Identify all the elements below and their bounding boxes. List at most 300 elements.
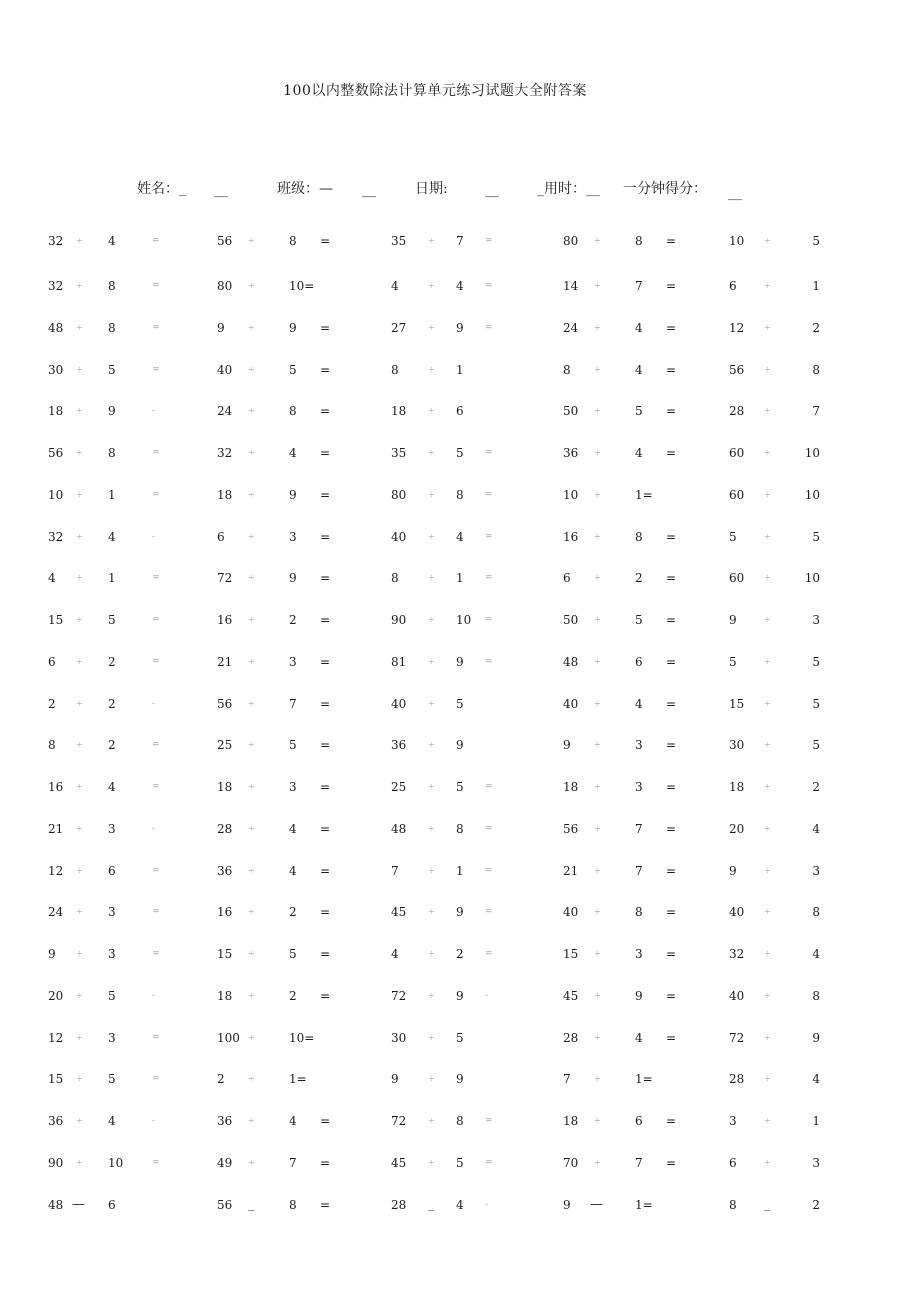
problem-divisor: 4 [635, 446, 643, 460]
problem-operator: ÷ [428, 364, 435, 374]
problem-operator: ÷ [248, 865, 255, 875]
problem-equals: = [666, 905, 677, 920]
problem-dividend: 56 [217, 234, 233, 248]
problem-divisor: 3 [812, 1155, 820, 1170]
problem-equals: = [152, 489, 160, 500]
name-label: 姓名：_ [137, 181, 186, 197]
problem-equals: = [666, 571, 677, 586]
problem-divisor: 4 [456, 279, 464, 293]
problem-divisor: 8 [812, 905, 820, 920]
problem-dividend: 6 [48, 654, 56, 669]
problem-divisor: 4 [812, 821, 820, 836]
problem-operator: ÷ [248, 949, 255, 958]
problem-dividend: 28 [729, 1072, 745, 1087]
problem-divisor: 5 [289, 947, 297, 961]
problem-equals: = [666, 821, 677, 836]
problem-equals: = [666, 234, 677, 248]
problem-divisor: 5 [456, 696, 464, 711]
problem-dividend: 21 [48, 821, 64, 836]
problem-equals: = [320, 1155, 331, 1170]
problem-operator: ÷ [594, 1032, 601, 1042]
problem-divisor: 1= [635, 487, 653, 502]
problem-equals: - [485, 1199, 489, 1210]
problem-operator: ÷ [428, 990, 435, 1000]
problem-dividend: 30 [729, 738, 745, 753]
problem-divisor: 5 [812, 234, 820, 248]
problem-dividend: 24 [217, 404, 233, 419]
problem-divisor: 7 [635, 863, 643, 878]
problem-equals: = [485, 615, 493, 625]
problem-equals: = [320, 362, 331, 377]
problem-divisor: 3 [635, 738, 643, 753]
problem-dividend: 36 [563, 446, 579, 460]
problem-dividend: 16 [217, 613, 233, 627]
problem-divisor: 5 [108, 613, 116, 627]
problem-equals: = [485, 782, 493, 792]
problem-equals: = [320, 947, 331, 961]
problem-divisor: 5 [635, 404, 643, 419]
problem-dividend: 32 [48, 529, 64, 544]
problem-dividend: 18 [729, 780, 745, 794]
problem-equals: = [320, 487, 331, 502]
problem-dividend: 8 [563, 362, 571, 377]
problem-dividend: 9 [563, 1197, 571, 1212]
problem-divisor: 1= [289, 1072, 307, 1087]
problem-divisor: 4 [812, 947, 820, 961]
problem-operator: ÷ [428, 615, 435, 624]
problem-equals: = [152, 236, 160, 246]
problem-operator: ÷ [764, 322, 771, 332]
problem-dividend: 81 [391, 654, 407, 669]
problem-equals: = [485, 1157, 493, 1168]
problem-divisor: 3 [812, 613, 820, 627]
problem-equals: - [152, 698, 156, 709]
problem-operator: ÷ [764, 1157, 771, 1167]
problem-divisor: 4 [635, 696, 643, 711]
problem-divisor: 9 [289, 571, 297, 586]
problem-equals: = [152, 865, 160, 876]
problem-operator: ÷ [764, 740, 771, 750]
problem-dividend: 15 [217, 947, 233, 961]
problem-operator: ÷ [248, 364, 255, 374]
problem-divisor: 8 [635, 905, 643, 920]
problem-equals: = [152, 364, 160, 375]
problem-dividend: 56 [217, 1197, 233, 1212]
problem-equals: = [152, 573, 160, 584]
problem-divisor: 5 [456, 1030, 464, 1045]
problem-dividend: 9 [729, 613, 737, 627]
problem-operator: ÷ [248, 740, 255, 750]
problem-divisor: 4 [289, 821, 297, 836]
problem-dividend: 4 [391, 279, 399, 293]
problem-equals: = [666, 613, 677, 627]
problem-equals: = [152, 1032, 160, 1043]
score-blank[interactable]: __ [728, 185, 742, 201]
problem-operator: ÷ [248, 1074, 255, 1084]
problem-operator: ÷ [76, 823, 83, 833]
problem-divisor: 10 [804, 487, 820, 502]
problem-divisor: 8 [108, 279, 116, 293]
problem-equals: = [320, 234, 331, 248]
problem-operator: ÷ [428, 865, 435, 875]
problem-operator: ÷ [764, 236, 771, 245]
problem-divisor: 9 [456, 988, 464, 1003]
problem-equals: = [320, 738, 331, 753]
problem-equals: = [485, 322, 493, 333]
problem-operator: — [72, 1196, 85, 1212]
class-label: 班级：— [277, 181, 333, 197]
problem-divisor: 1 [456, 863, 464, 878]
problem-operator: ÷ [76, 656, 83, 666]
problem-dividend: 56 [563, 821, 579, 836]
problem-dividend: 18 [217, 988, 233, 1003]
problem-divisor: 9 [456, 905, 464, 920]
problem-divisor: 6 [108, 863, 116, 878]
problem-divisor: 5 [108, 988, 116, 1003]
problem-divisor: 3 [289, 780, 297, 794]
problem-divisor: 5 [108, 1072, 116, 1087]
problem-operator: ÷ [594, 782, 601, 791]
problem-operator: ÷ [76, 1157, 83, 1167]
problem-dividend: 16 [563, 529, 579, 544]
problem-dividend: 72 [729, 1030, 745, 1045]
problem-dividend: 12 [48, 863, 64, 878]
problem-dividend: 35 [391, 234, 407, 248]
problem-equals: = [485, 489, 493, 500]
problem-dividend: 18 [391, 404, 407, 419]
problem-dividend: 40 [729, 905, 745, 920]
problem-operator: ÷ [594, 740, 601, 750]
problem-dividend: 18 [563, 1114, 579, 1128]
problem-divisor: 5 [812, 654, 820, 669]
problem-operator: ÷ [594, 448, 601, 457]
problem-dividend: 20 [48, 988, 64, 1003]
problem-dividend: 48 [48, 320, 64, 335]
problem-dividend: 45 [391, 1155, 407, 1170]
problem-divisor: 2 [108, 696, 116, 711]
problem-equals: = [666, 320, 677, 335]
problem-divisor: 3 [108, 1030, 116, 1045]
problem-operator: ÷ [428, 907, 435, 917]
problem-dividend: 28 [729, 404, 745, 419]
problem-dividend: 15 [563, 947, 579, 961]
problem-dividend: 9 [217, 320, 225, 335]
problem-equals: = [485, 823, 493, 834]
problem-equals: - [485, 990, 489, 1001]
problem-dividend: 24 [563, 320, 579, 335]
problem-equals: = [320, 696, 331, 711]
problem-equals: = [666, 1114, 677, 1128]
problem-equals: = [320, 780, 331, 794]
problem-equals: = [666, 988, 677, 1003]
problem-divisor: 4 [456, 529, 464, 544]
problem-operator: ÷ [428, 782, 435, 791]
problem-dividend: 3 [729, 1114, 737, 1128]
problem-dividend: 16 [217, 905, 233, 920]
problem-operator: ÷ [764, 656, 771, 666]
problem-operator: ÷ [76, 448, 83, 457]
problem-dividend: 15 [729, 696, 745, 711]
problem-divisor: 4 [108, 234, 116, 248]
problem-divisor: 4 [108, 1114, 116, 1128]
problem-equals: - [152, 990, 156, 1001]
problem-equals: = [666, 863, 677, 878]
problem-operator: — [590, 1196, 603, 1212]
problem-equals: = [152, 907, 160, 918]
problem-dividend: 36 [217, 1114, 233, 1128]
problem-operator: ÷ [594, 1116, 601, 1125]
problem-operator: ÷ [764, 698, 771, 708]
problem-dividend: 28 [217, 821, 233, 836]
problem-operator: ÷ [764, 823, 771, 833]
problem-dividend: 10 [729, 234, 745, 248]
problem-dividend: 72 [391, 988, 407, 1003]
problem-operator: ÷ [76, 1032, 83, 1042]
problem-operator: ÷ [428, 531, 435, 541]
problem-operator: ÷ [594, 1157, 601, 1167]
problem-operator: ÷ [764, 990, 771, 1000]
problem-dividend: 70 [563, 1155, 579, 1170]
problem-divisor: 10= [289, 1030, 315, 1045]
problem-dividend: 48 [391, 821, 407, 836]
problem-divisor: 8 [289, 234, 297, 248]
problem-divisor: 7 [812, 404, 820, 419]
problem-divisor: 4 [635, 320, 643, 335]
problem-operator: ÷ [428, 406, 435, 416]
problem-dividend: 15 [48, 1072, 64, 1087]
problem-operator: ÷ [76, 740, 83, 750]
date-blank[interactable]: __ [485, 182, 499, 198]
problem-divisor: 2 [289, 988, 297, 1003]
problem-operator: ÷ [248, 489, 255, 499]
problem-divisor: 2 [108, 654, 116, 669]
problem-equals: = [666, 1030, 677, 1045]
problem-operator: ÷ [248, 1157, 255, 1167]
problem-equals: = [320, 1197, 331, 1212]
problem-divisor: 1 [456, 571, 464, 586]
problem-divisor: 1 [456, 362, 464, 377]
problem-dividend: 18 [563, 780, 579, 794]
problem-equals: - [152, 406, 156, 417]
problem-dividend: 2 [48, 696, 56, 711]
problem-dividend: 60 [729, 446, 745, 460]
problem-equals: = [152, 656, 160, 667]
problem-dividend: 6 [217, 529, 225, 544]
problem-divisor: 5 [108, 362, 116, 377]
problem-divisor: 9 [456, 320, 464, 335]
problem-operator: ÷ [428, 823, 435, 833]
problem-operator: ÷ [764, 949, 771, 958]
problem-divisor: 5 [812, 529, 820, 544]
problem-operator: ÷ [594, 949, 601, 958]
problem-divisor: 9 [456, 1072, 464, 1087]
problem-dividend: 9 [563, 738, 571, 753]
problem-divisor: 4 [635, 362, 643, 377]
problem-dividend: 18 [48, 404, 64, 419]
problem-dividend: 2 [217, 1072, 225, 1087]
problem-dividend: 12 [729, 320, 745, 335]
problem-equals: = [666, 362, 677, 377]
problem-dividend: 8 [48, 738, 56, 753]
problem-divisor: 3 [635, 947, 643, 961]
problem-equals: = [152, 1157, 160, 1168]
problem-divisor: 4 [289, 1114, 297, 1128]
problem-dividend: 8 [391, 362, 399, 377]
problem-divisor: 10 [804, 446, 820, 460]
problem-divisor: 7 [289, 1155, 297, 1170]
problem-operator: ÷ [428, 281, 435, 290]
problem-operator: ÷ [594, 406, 601, 416]
problem-divisor: 5 [289, 362, 297, 377]
problem-operator: ÷ [594, 865, 601, 875]
problem-divisor: 6 [108, 1197, 116, 1212]
problem-equals: = [666, 780, 677, 794]
problem-operator: _ [764, 1196, 771, 1212]
problem-equals: = [485, 865, 493, 876]
name-blank[interactable]: __ [214, 182, 228, 198]
problem-divisor: 8 [289, 1197, 297, 1212]
problem-dividend: 9 [48, 947, 56, 961]
problem-operator: ÷ [428, 1074, 435, 1084]
problem-equals: = [666, 738, 677, 753]
problem-equals: = [485, 236, 493, 246]
problem-divisor: 2 [812, 1197, 820, 1212]
problem-equals: = [320, 1114, 331, 1128]
problem-divisor: 9 [456, 738, 464, 753]
problem-divisor: 4 [456, 1197, 464, 1212]
problem-divisor: 4 [635, 1030, 643, 1045]
problem-divisor: 8 [635, 529, 643, 544]
problem-dividend: 36 [391, 738, 407, 753]
problem-dividend: 90 [391, 613, 407, 627]
problem-dividend: 56 [48, 446, 64, 460]
problem-divisor: 2 [812, 320, 820, 335]
problem-dividend: 8 [729, 1197, 737, 1212]
problem-equals: = [152, 949, 160, 959]
problem-dividend: 20 [729, 821, 745, 836]
problem-equals: = [320, 446, 331, 460]
problem-dividend: 45 [391, 905, 407, 920]
problem-equals: = [152, 782, 160, 792]
problem-dividend: 21 [563, 863, 579, 878]
problem-dividend: 50 [563, 613, 579, 627]
problem-equals: = [320, 404, 331, 419]
problem-divisor: 7 [289, 696, 297, 711]
problem-dividend: 48 [563, 654, 579, 669]
problem-dividend: 27 [391, 320, 407, 335]
problem-equals: = [666, 947, 677, 961]
problem-operator: ÷ [248, 322, 255, 332]
problem-divisor: 2 [289, 905, 297, 920]
problem-dividend: 18 [217, 780, 233, 794]
problem-divisor: 9 [289, 320, 297, 335]
problem-divisor: 4 [289, 863, 297, 878]
problem-operator: ÷ [594, 615, 601, 624]
problem-operator: ÷ [428, 740, 435, 750]
problem-divisor: 9 [635, 988, 643, 1003]
problem-divisor: 7 [635, 821, 643, 836]
problem-equals: - [152, 823, 156, 834]
problem-operator: ÷ [248, 907, 255, 917]
problem-divisor: 10 [108, 1155, 124, 1170]
problem-equals: = [320, 613, 331, 627]
problem-operator: ÷ [428, 448, 435, 457]
problem-dividend: 32 [48, 234, 64, 248]
problem-equals: = [152, 281, 160, 291]
problem-equals: = [485, 1116, 493, 1126]
problem-equals: = [485, 281, 493, 291]
problem-divisor: 7 [635, 279, 643, 293]
problem-equals: = [320, 988, 331, 1003]
problem-dividend: 40 [729, 988, 745, 1003]
problem-operator: ÷ [594, 236, 601, 245]
problem-operator: ÷ [248, 281, 255, 290]
problem-dividend: 15 [48, 613, 64, 627]
problem-operator: ÷ [594, 364, 601, 374]
problem-divisor: 5 [456, 1155, 464, 1170]
problem-dividend: 18 [217, 487, 233, 502]
problem-equals: = [152, 615, 160, 625]
problem-operator: ÷ [594, 823, 601, 833]
problem-equals: = [152, 1074, 160, 1085]
problem-dividend: 16 [48, 780, 64, 794]
problem-operator: ÷ [248, 615, 255, 624]
problem-equals: = [320, 529, 331, 544]
problem-equals: = [666, 1155, 677, 1170]
problem-dividend: 12 [48, 1030, 64, 1045]
problem-dividend: 32 [729, 947, 745, 961]
problem-divisor: 6 [456, 404, 464, 419]
problem-operator: ÷ [594, 990, 601, 1000]
problem-operator: ÷ [428, 236, 435, 245]
problem-equals: = [320, 863, 331, 878]
problem-dividend: 72 [217, 571, 233, 586]
problem-divisor: 9 [812, 1030, 820, 1045]
problem-dividend: 40 [391, 696, 407, 711]
problem-divisor: 9 [456, 654, 464, 669]
problem-dividend: 32 [217, 446, 233, 460]
problem-operator: ÷ [76, 907, 83, 917]
problem-operator: ÷ [594, 907, 601, 917]
problem-dividend: 6 [729, 279, 737, 293]
problem-dividend: 7 [391, 863, 399, 878]
problem-operator: ÷ [248, 782, 255, 791]
problem-operator: ÷ [428, 489, 435, 499]
problem-operator: ÷ [248, 448, 255, 457]
problem-dividend: 10 [48, 487, 64, 502]
problem-operator: ÷ [764, 865, 771, 875]
problem-divisor: 4 [812, 1072, 820, 1087]
problem-equals: = [666, 279, 677, 293]
problem-equals: = [666, 529, 677, 544]
problem-divisor: 10 [456, 613, 472, 627]
problem-dividend: 40 [391, 529, 407, 544]
problem-divisor: 8 [812, 988, 820, 1003]
problem-operator: ÷ [76, 615, 83, 624]
problem-operator: ÷ [764, 364, 771, 374]
problem-operator: ÷ [248, 990, 255, 1000]
class-blank[interactable]: __ [362, 182, 376, 198]
problem-operator: ÷ [76, 489, 83, 499]
problem-divisor: 5 [812, 738, 820, 753]
problem-divisor: 3 [108, 947, 116, 961]
problem-divisor: 8 [108, 320, 116, 335]
problem-dividend: 40 [217, 362, 233, 377]
problem-operator: ÷ [248, 406, 255, 416]
problem-dividend: 60 [729, 487, 745, 502]
worksheet-title: 100以内整数除法计算单元练习试题大全附答案 [283, 83, 587, 99]
problem-divisor: 6 [635, 654, 643, 669]
